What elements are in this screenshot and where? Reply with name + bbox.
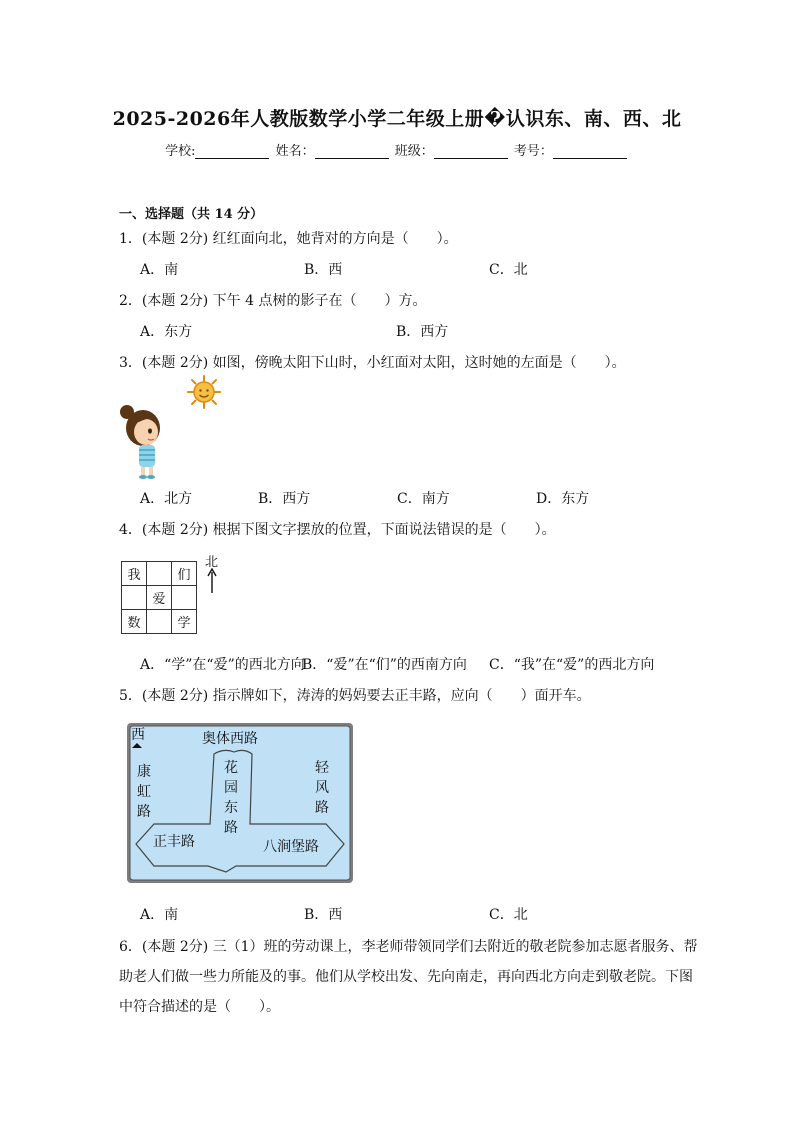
question-4-option-a[interactable]: A．“学”在“爱”的西北方向 [140, 657, 305, 673]
character-grid [121, 561, 197, 634]
question-4-stem: 4．(本题 2分) 根据下图文字摆放的位置，下面说法错误的是（ ）。 [119, 522, 556, 538]
grid-cell [172, 586, 197, 610]
road-label-right-1: 轻 [315, 760, 329, 776]
name-blank[interactable] [315, 144, 389, 159]
class-blank[interactable] [434, 144, 508, 159]
road-label-bottom-left: 正丰路 [153, 834, 195, 850]
road-label-center-1: 花 [224, 760, 238, 776]
question-1-option-b[interactable]: B．西 [304, 262, 343, 278]
grid-cell: 学 [172, 610, 197, 634]
question-4-option-c[interactable]: C．“我”在“爱”的西北方向 [489, 657, 655, 673]
question-4-option-b[interactable]: B．“爱”在“们”的西南方向 [302, 657, 467, 673]
road-label-center-3: 东 [224, 800, 238, 816]
exam-number-blank[interactable] [553, 144, 627, 159]
question-5-option-a[interactable]: A．南 [140, 907, 179, 923]
question-1-option-a[interactable]: A．南 [140, 262, 179, 278]
road-label-left-1: 康 [137, 764, 151, 780]
grid-cell [147, 610, 172, 634]
exam-number-label: 考号： [513, 144, 553, 159]
question-3-stem: 3．(本题 2分) 如图，傍晚太阳下山时，小红面对太阳，这时她的左面是（ ）。 [119, 355, 626, 371]
question-2-option-a[interactable]: A．东方 [140, 324, 193, 340]
class-label: 班级： [394, 144, 434, 159]
road-label-left-3: 路 [137, 804, 151, 820]
grid-cell [147, 562, 172, 586]
road-label-bottom-right: 八涧堡路 [263, 839, 319, 855]
question-3-option-d[interactable]: D．东方 [536, 491, 590, 507]
question-2-option-b[interactable]: B．西方 [396, 324, 449, 340]
question-1-stem: 1．(本题 2分) 红红面向北，她背对的方向是（ ）。 [119, 231, 458, 247]
grid-cell: 们 [172, 562, 197, 586]
school-label: 学校: [165, 144, 196, 159]
west-label: 西 [131, 727, 145, 743]
question-5-option-c[interactable]: C．北 [489, 907, 528, 923]
name-label: 姓名： [275, 144, 315, 159]
question-5-option-b[interactable]: B．西 [304, 907, 343, 923]
road-label-left-2: 虹 [137, 784, 151, 800]
question-3-option-a[interactable]: A．北方 [140, 491, 193, 507]
section-heading: 一、选择题（共 14 分） [119, 207, 264, 222]
north-label: 北 [205, 555, 219, 570]
grid-cell: 数 [122, 610, 147, 634]
question-5-stem: 5．(本题 2分) 指示牌如下，涛涛的妈妈要去正丰路，应向（ ）面开车。 [119, 688, 591, 704]
student-info-line [0, 140, 794, 159]
road-label-right-3: 路 [315, 800, 329, 816]
question-6-stem: 6．(本题 2分) 三（1）班的劳动课上，李老师带领同学们去附近的敬老院参加志愿者服务、帮助老人们做一些力所能及的事。他们从学校出发、先向南走，再向西北方向走到敬老院。下图中符合描述的是（ ）。 [119, 939, 698, 1015]
north-arrow-icon [205, 568, 219, 594]
grid-cell: 爱 [147, 586, 172, 610]
road-label-right-2: 风 [315, 780, 329, 796]
grid-cell [122, 586, 147, 610]
girl-illustration [115, 402, 167, 480]
road-label-center-4: 路 [224, 820, 238, 836]
question-2-stem: 2．(本题 2分) 下午 4 点树的影子在（ ）方。 [119, 293, 427, 309]
question-3-option-c[interactable]: C．南方 [397, 491, 450, 507]
grid-cell: 我 [122, 562, 147, 586]
question-1-option-c[interactable]: C．北 [489, 262, 528, 278]
question-3-option-b[interactable]: B．西方 [258, 491, 311, 507]
sun-icon [186, 374, 222, 410]
road-label-center-2: 园 [224, 780, 238, 796]
road-sign-figure [126, 722, 354, 884]
school-blank[interactable] [195, 144, 269, 159]
road-label-top: 奥体西路 [202, 731, 258, 747]
page-title: 2025-2026年人教版数学小学二年级上册�认识东、南、西、北 [112, 108, 682, 130]
